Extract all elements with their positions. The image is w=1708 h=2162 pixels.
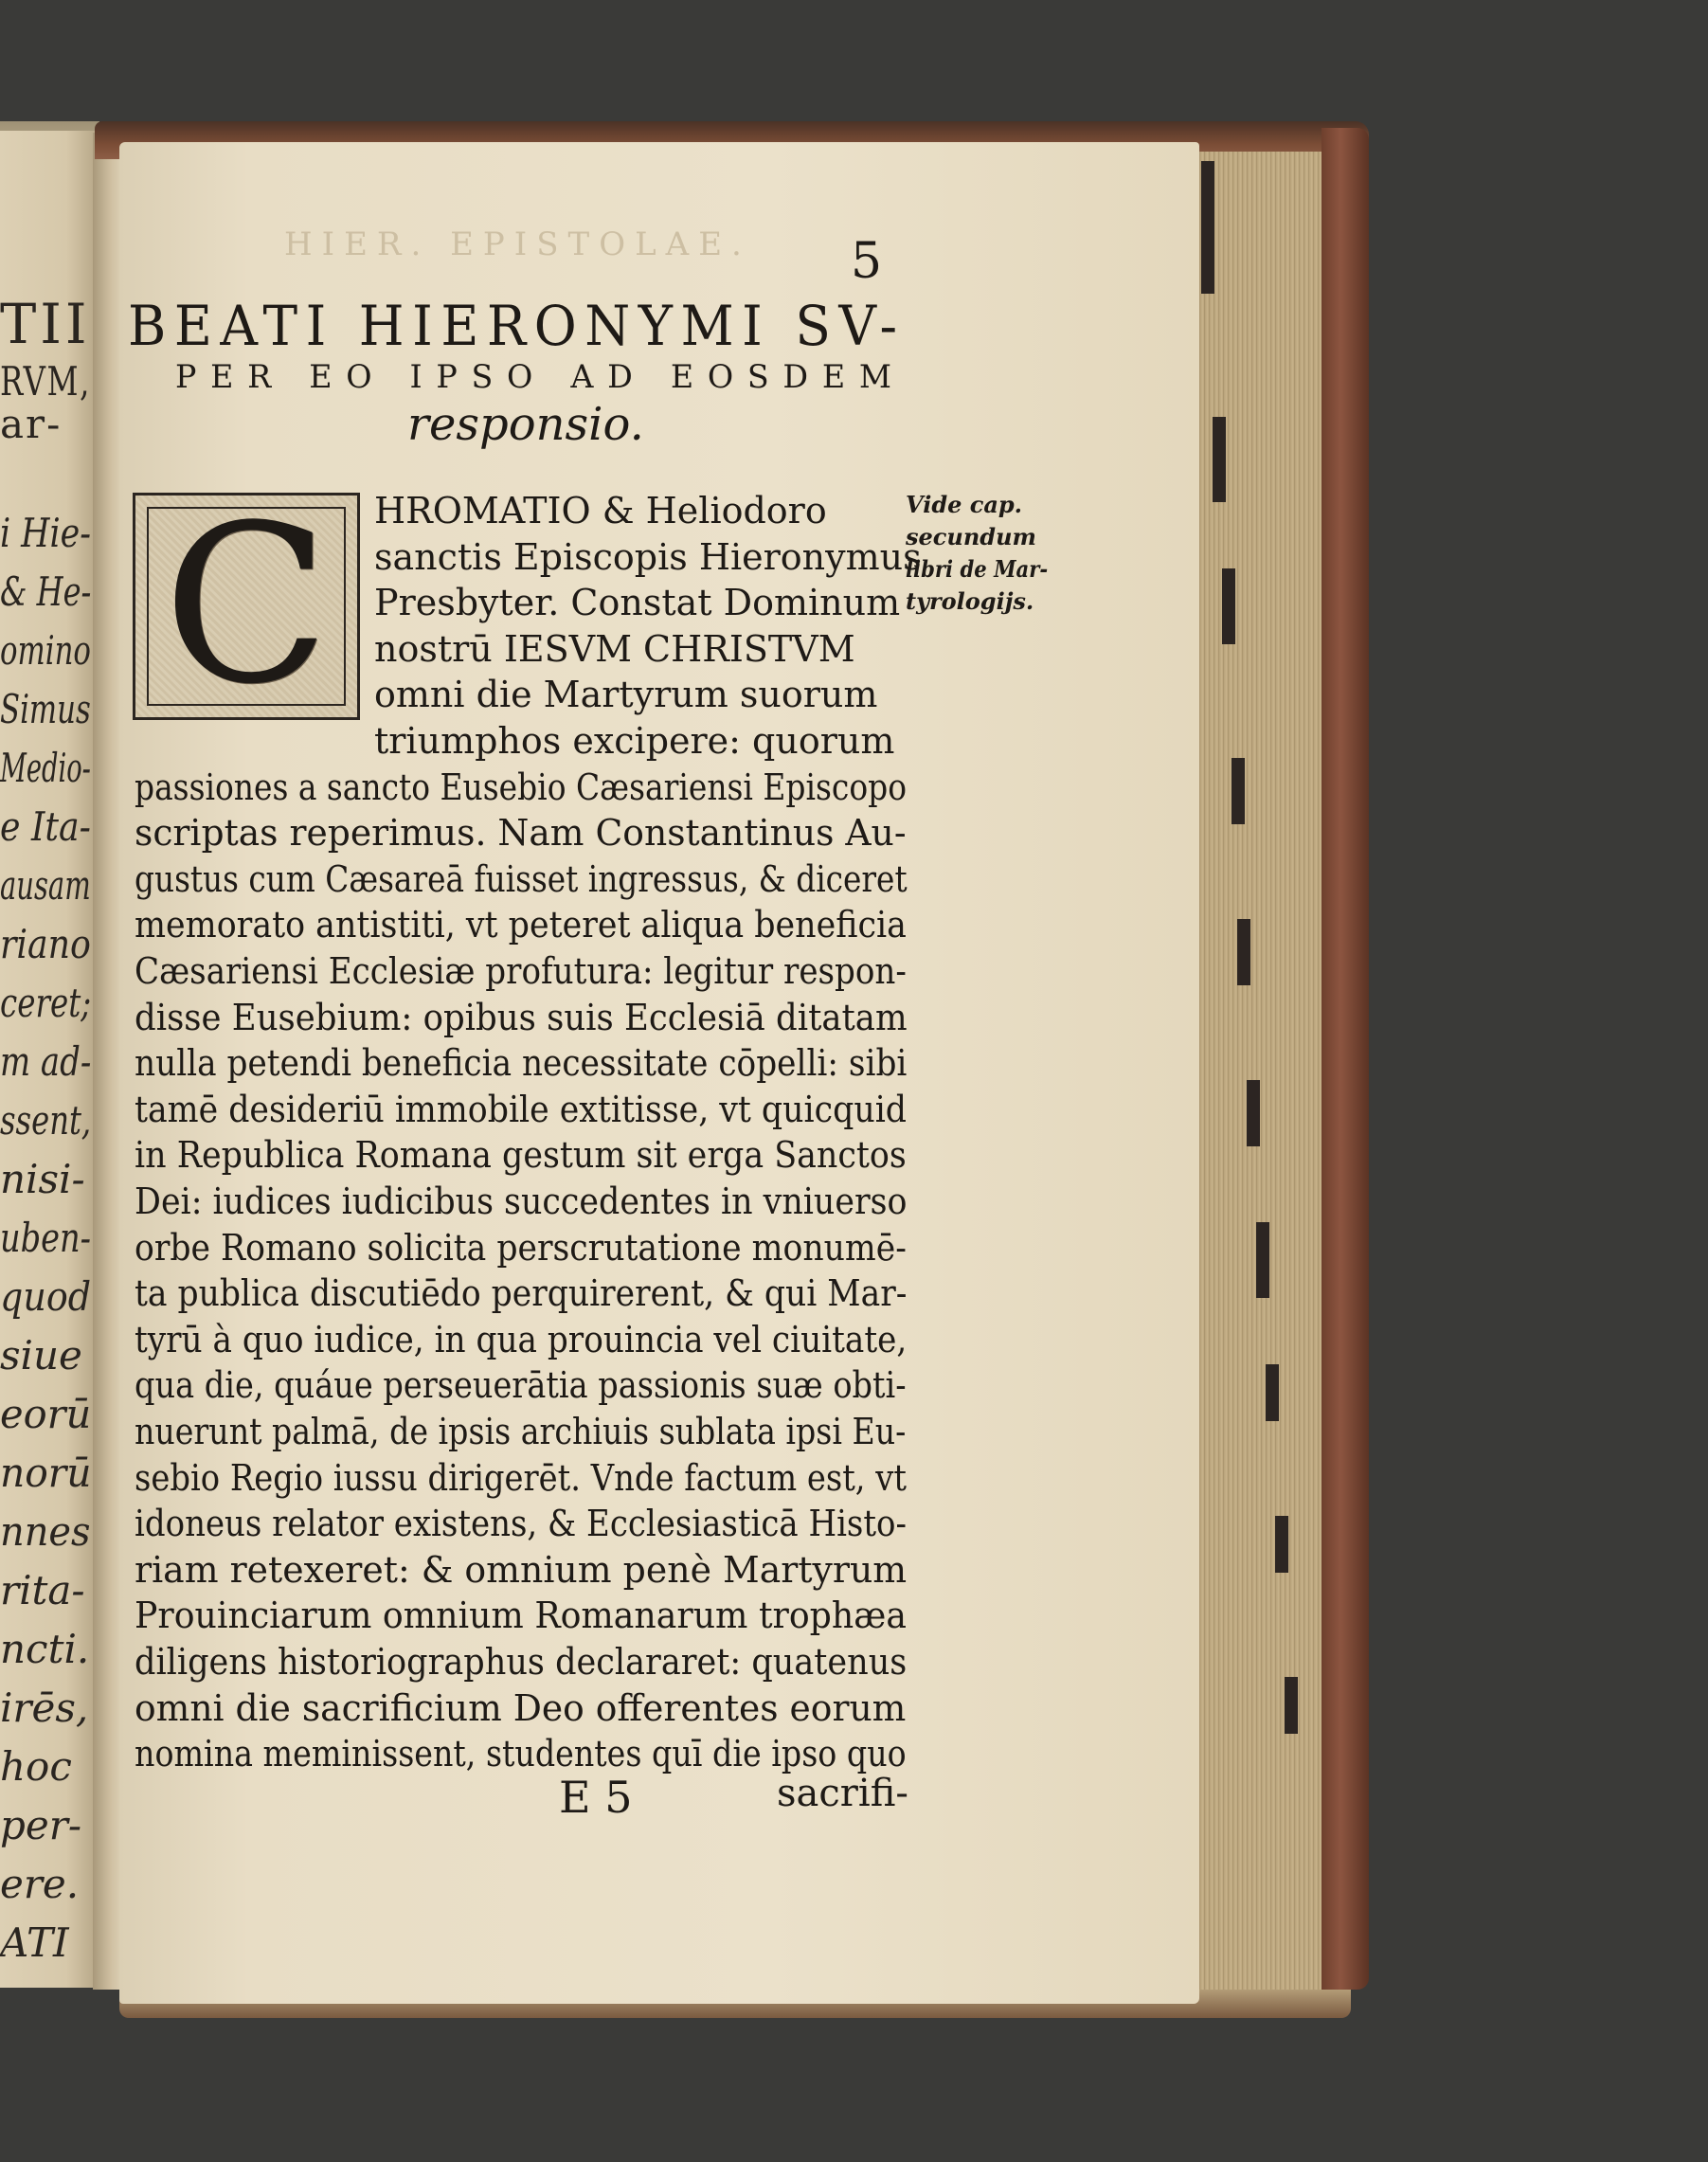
signature-mark: E 5 bbox=[559, 1772, 633, 1823]
index-tab bbox=[1285, 1677, 1298, 1734]
body-line: ta publica discutiēdo perquirerent, & qui Mar- bbox=[135, 1272, 908, 1315]
margin-note-line: libri de Mar- bbox=[906, 555, 1049, 583]
decorated-initial-frame bbox=[147, 479, 346, 732]
body-line: orbe Romano solicita perscrutatione monumē- bbox=[135, 1226, 907, 1269]
left-fragment: ssent, bbox=[0, 1097, 92, 1144]
body-line: omni die Martyrum suorum bbox=[374, 674, 878, 716]
body-line: nostrū IESVM CHRISTVM bbox=[374, 627, 855, 670]
body-line: riam retexeret: & omnium penè Martyrum bbox=[135, 1548, 908, 1591]
index-tab bbox=[1201, 161, 1214, 294]
left-fragment: ATI bbox=[0, 1919, 69, 1966]
left-fragment: i Hie- bbox=[0, 510, 91, 556]
body-line: qua die, quáue perseuerātia passionis suæ obti- bbox=[135, 1364, 907, 1407]
left-fragment: m ad- bbox=[0, 1038, 92, 1085]
left-fragment: irēs, bbox=[0, 1685, 89, 1731]
title-line-1: BEATI HIERONYMI SV- bbox=[128, 294, 906, 358]
body-line: nomina meminissent, studentes quī die ipso quo bbox=[135, 1733, 907, 1775]
body-line: sanctis Episcopis Hieronymus bbox=[374, 535, 922, 578]
left-fragment: omino bbox=[0, 627, 91, 674]
body-line: scriptas reperimus. Nam Constantinus Au- bbox=[135, 812, 907, 855]
left-fragment: nnes bbox=[0, 1508, 91, 1555]
body-line: nuerunt palmā, de ipsis archiuis sublata ipsi Eu- bbox=[135, 1411, 907, 1452]
cover-right-edge bbox=[1321, 128, 1369, 1990]
drop-cap-letter: C bbox=[163, 479, 330, 732]
body-line: gustus cum Cæsareā fuisset ingressus, & diceret bbox=[135, 857, 908, 900]
body-line: passiones a sancto Eusebio Cæsariensi Episcopo bbox=[135, 766, 908, 808]
margin-note-line: tyrologijs. bbox=[906, 587, 1034, 615]
index-tab bbox=[1237, 919, 1250, 985]
index-tab bbox=[1232, 758, 1245, 824]
left-fragment: ceret; bbox=[0, 980, 92, 1026]
left-fragment: per- bbox=[0, 1802, 82, 1848]
left-fragment: riano bbox=[0, 921, 91, 967]
body-line: tyrū à quo iudice, in qua prouincia vel ciuitate, bbox=[135, 1318, 908, 1360]
left-fragment: RVM, bbox=[0, 358, 91, 405]
folio-number: 5 bbox=[851, 233, 883, 290]
index-tab bbox=[1222, 568, 1235, 644]
title-line-2: PER EO IPSO AD EOSDEM bbox=[175, 358, 906, 396]
margin-note-line: secundum bbox=[906, 523, 1036, 550]
body-line: diligens historiographus declararet: quatenus bbox=[135, 1641, 908, 1683]
title-line-3: responsio. bbox=[407, 398, 644, 451]
left-fragment: ar- bbox=[0, 401, 63, 447]
left-fragment: Medio- bbox=[0, 745, 91, 791]
left-fragment: TII bbox=[0, 292, 91, 356]
decorated-initial bbox=[133, 479, 360, 732]
left-fragment: rita- bbox=[0, 1567, 85, 1613]
body-line: omni die sacrificium Deo offerentes eorum bbox=[135, 1686, 907, 1729]
index-tab bbox=[1213, 417, 1226, 502]
body-line: triumphos excipere: quorum bbox=[374, 720, 895, 762]
left-fragment: ncti. bbox=[0, 1626, 90, 1672]
left-fragment: quod bbox=[0, 1273, 92, 1320]
body-line: disse Eusebium: opibus suis Ecclesiā ditatam bbox=[135, 996, 908, 1038]
margin-note-line: Vide cap. bbox=[906, 491, 1023, 518]
left-fragment: & He- bbox=[0, 568, 92, 615]
left-fragment: ausam bbox=[0, 862, 91, 909]
left-fragment: siue bbox=[0, 1332, 82, 1378]
left-fragment: ere. bbox=[0, 1861, 80, 1907]
left-page bbox=[0, 131, 95, 1988]
left-fragment: nisi- bbox=[0, 1156, 85, 1202]
body-line: Dei: iudices iudicibus succedentes in vniuerso bbox=[135, 1180, 908, 1222]
index-tab bbox=[1275, 1516, 1288, 1573]
left-fragment: norū bbox=[0, 1450, 92, 1496]
body-line: Cæsariensi Ecclesiæ profutura: legitur respon- bbox=[135, 950, 907, 992]
left-fragment: Simus bbox=[0, 686, 91, 732]
body-line: nulla petendi beneficia necessitate cōpelli: sibi bbox=[135, 1042, 908, 1085]
body-line: HROMATIO & Heliodoro bbox=[374, 490, 827, 531]
body-line: sebio Regio iussu dirigerēt. Vnde factum est, vt bbox=[135, 1456, 907, 1499]
index-tab bbox=[1266, 1364, 1279, 1421]
catchword: sacrifi- bbox=[777, 1772, 908, 1815]
index-tab bbox=[1256, 1222, 1269, 1298]
body-line: idoneus relator existens, & Ecclesiasticā Histo- bbox=[135, 1503, 907, 1545]
left-fragment: uben- bbox=[0, 1215, 92, 1261]
left-fragment: hoc bbox=[0, 1743, 72, 1790]
running-head: HIER. EPISTOLAE. bbox=[284, 225, 751, 263]
body-line: tamē desideriū immobile extitisse, vt quicquid bbox=[135, 1088, 908, 1130]
index-tab bbox=[1247, 1080, 1260, 1146]
body-line: Presbyter. Constat Dominum bbox=[374, 582, 901, 624]
left-fragment: eorū bbox=[0, 1391, 92, 1437]
body-line: in Republica Romana gestum sit erga Sanctos bbox=[135, 1134, 907, 1177]
body-line: memorato antistiti, vt peteret aliqua beneficia bbox=[135, 904, 907, 946]
body-line: Prouinciarum omnium Romanarum trophæa bbox=[135, 1594, 907, 1637]
left-fragment: e Ita- bbox=[0, 803, 91, 850]
